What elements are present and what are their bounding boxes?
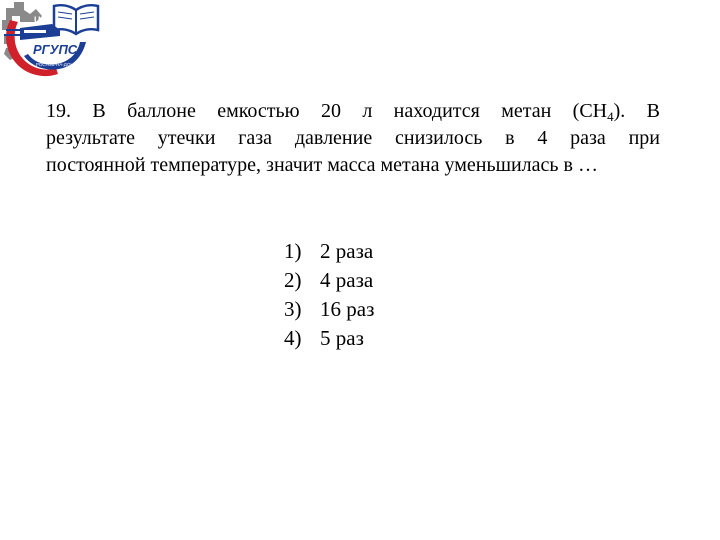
- answer-list: [284, 237, 374, 353]
- answer-number: 3): [284, 297, 302, 321]
- question-line-3: постоянной температуре, значит масса метана уменьшилась в …: [46, 154, 598, 176]
- question-text: [46, 98, 660, 179]
- question-line-1-end: ). В: [613, 100, 661, 122]
- answer-option-1[interactable]: [284, 237, 374, 266]
- answer-option-4[interactable]: [284, 324, 374, 353]
- answer-text: 16 раз: [320, 297, 375, 321]
- question-subscript: 4: [607, 109, 614, 124]
- answer-number: 2): [284, 268, 302, 292]
- logo-text: РГУПС: [33, 42, 78, 57]
- question-line-1-text: 19. В баллоне емкостью 20 л находится метан (СН: [46, 100, 608, 122]
- answer-text: 4 раза: [320, 268, 374, 292]
- answer-number: 4): [284, 326, 302, 350]
- logo-u-mark: U: [34, 15, 41, 25]
- answer-option-2[interactable]: [284, 266, 374, 295]
- logo-graphic: [0, 0, 104, 80]
- answer-text: 5 раз: [320, 326, 364, 350]
- university-logo: [0, 0, 104, 80]
- question-line-1: [46, 98, 660, 125]
- logo-ring-text: РОСТОВ-НА-ДОНУ: [36, 62, 77, 67]
- answer-number: 1): [284, 239, 302, 263]
- answer-option-3[interactable]: [284, 295, 374, 324]
- question-line-2: результате утечки газа давление снизилось в 4 раза при: [46, 127, 660, 149]
- answer-text: 2 раза: [320, 239, 374, 263]
- book-icon: [54, 5, 98, 34]
